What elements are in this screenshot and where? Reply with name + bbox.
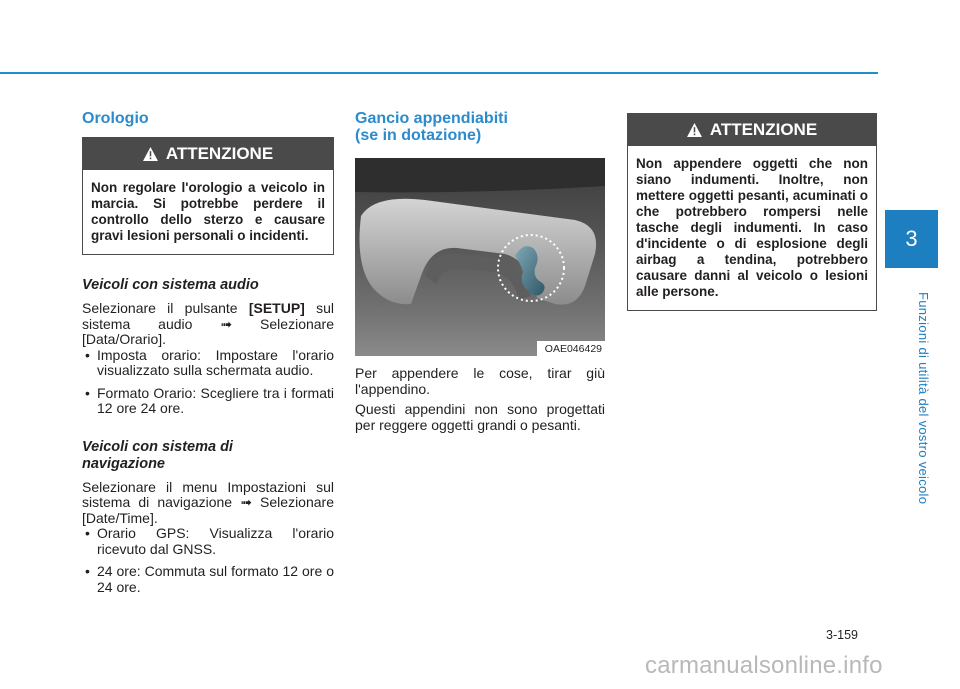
warning-header	[628, 114, 876, 146]
subheading-navigation-line1: Veicoli con sistema di	[82, 438, 233, 455]
warning-title: ATTENZIONE	[709, 120, 818, 139]
page-number: 3-159	[826, 628, 858, 642]
section-heading-clock: Orologio	[82, 110, 149, 127]
warning-text: Non regolare l'orologio a veicolo in marcia. Si potrebbe perdere il controllo dello sterzo e causare gravi lesioni personali o incidenti.	[91, 180, 325, 243]
warning-box-coat-hook	[627, 113, 877, 311]
audio-intro-b: sul sistema audio ➟ Selezionare [Data/Orario].	[82, 300, 334, 347]
list-item: • Formato Orario: Scegliere tra i formati 12 ore 24 ore.	[85, 384, 334, 416]
list-item: • 24 ore: Commuta sul formato 12 ore o 24 ore.	[85, 563, 334, 595]
warning-triangle-icon	[143, 147, 158, 161]
chapter-number: 3	[905, 226, 918, 251]
audio-intro	[82, 301, 334, 348]
header-rule	[0, 72, 878, 74]
column-warning	[627, 113, 877, 311]
list-item: • Orario GPS: Visualizza l'orario ricevuto dal GNSS.	[85, 525, 334, 557]
column-coat-hook	[355, 110, 605, 433]
warning-header	[83, 138, 333, 170]
coat-hook-paragraph-1: Per appendere le cose, tirar giù l'appendino.	[355, 365, 605, 397]
bullet-text: 24 ore: Commuta sul formato 12 ore o 24 ore.	[97, 563, 334, 595]
section-heading-line2: (se in dotazione)	[355, 127, 482, 144]
bullet-text: Orario GPS: Visualizza l'orario ricevuto dal GNSS.	[97, 525, 334, 557]
bullet-text: Formato Orario: Scegliere tra i formati 12 ore 24 ore.	[97, 384, 334, 416]
chapter-tab[interactable]	[885, 210, 938, 268]
subheading-audio: Veicoli con sistema audio	[82, 277, 259, 293]
section-heading-line1: Gancio appendiabiti	[355, 110, 508, 127]
bullet-text: Imposta orario: Impostare l'orario visualizzato sulla schermata audio.	[97, 346, 334, 378]
nav-intro: Selezionare il menu Impostazioni sul sistema di navigazione ➟ Selezionare [Date/Time].	[82, 478, 334, 526]
coat-hook-illustration	[355, 158, 605, 356]
warning-box-clock	[82, 137, 334, 255]
coat-hook-photo	[355, 158, 605, 356]
section-heading-coat-hook	[355, 110, 605, 144]
warning-text: Non appendere oggetti che non siano indumenti. Inoltre, non mettere oggetti pesanti, acuminati o che potrebbero rompersi nelle tasche degli indumenti. In caso d'incidente o di esplosione degli airbag a tendina, potrebbero causare danni al veicolo o lesioni alle persone.	[636, 156, 868, 299]
chapter-title: Funzioni di utilità del vostro veicolo	[916, 292, 931, 505]
setup-button-label: [SETUP]	[248, 300, 305, 316]
subheading-navigation	[82, 439, 334, 473]
coat-hook-paragraph-2: Questi appendini non sono progettati per reggere oggetti grandi o pesanti.	[355, 401, 605, 433]
subheading-navigation-line2: navigazione	[82, 455, 165, 472]
watermark: carmanualsonline.info	[645, 652, 883, 679]
warning-title: ATTENZIONE	[165, 144, 274, 163]
list-item: • Imposta orario: Impostare l'orario visualizzato sulla schermata audio.	[85, 346, 334, 378]
warning-triangle-icon	[687, 123, 702, 137]
column-clock	[82, 110, 334, 595]
photo-code: OAE046429	[537, 341, 605, 356]
audio-intro-a: Selezionare il pulsante	[82, 300, 249, 316]
